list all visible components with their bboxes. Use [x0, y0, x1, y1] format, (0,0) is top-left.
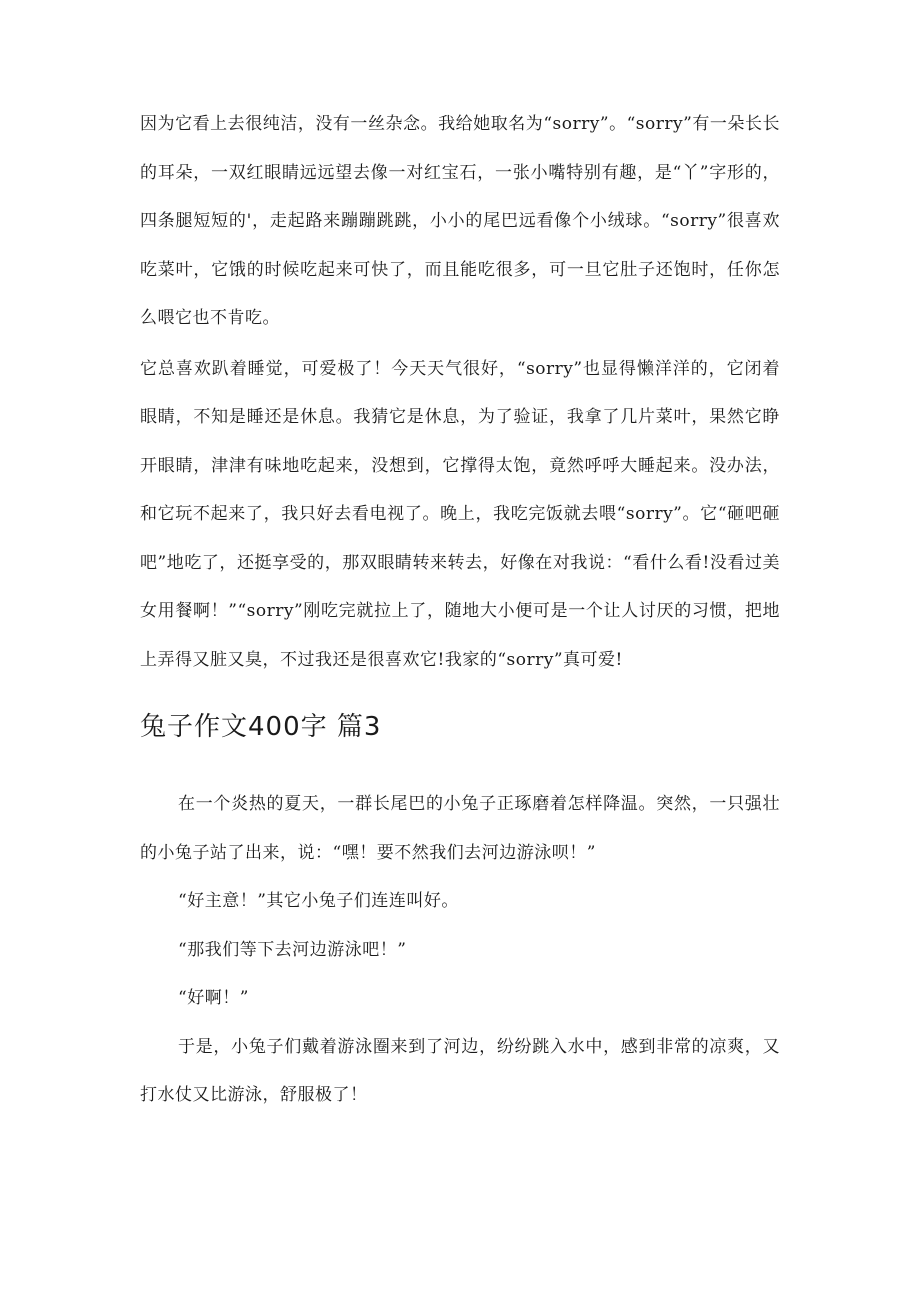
- paragraph-rabbit-sleeping: 它总喜欢趴着睡觉，可爱极了！今天天气很好，“sorry”也显得懒洋洋的，它闭着眼睛，不知是睡还是休息。我猜它是休息，为了验证，我拿了几片菜叶，果然它睁开眼睛，津津有味地吃起来，没想到，它撑得太饱，竟然呼呼大睡起来。没办法，和它玩不起来了，我只好去看电视了。晚上，我吃完饭就去喂“sorry”。它“砸吧砸吧”地吃了，还挺享受的，那双眼睛转来转去，好像在对我说：“看什么看!没看过美女用餐啊！”“sorry”刚吃完就拉上了，随地大小便可是一个让人讨厌的习惯，把地上弄得又脏又臭，不过我还是很喜欢它!我家的“sorry”真可爱!: [140, 358, 780, 670]
- section-heading: 兔子作文400字 篇3: [140, 712, 382, 742]
- document-page: [140, 100, 780, 1120]
- paragraph-lets-swim: “那我们等下去河边游泳吧！”: [178, 939, 407, 960]
- paragraph-good-idea: “好主意！”其它小兔子们连连叫好。: [178, 891, 459, 911]
- paragraph-ok: “好啊！”: [178, 988, 249, 1008]
- paragraph-rabbit-description: 因为它看上去很纯洁，没有一丝杂念。我给她取名为“sorry”。“sorry”有一朵长长的耳朵，一双红眼睛远远望去像一对红宝石，一张小嘴特别有趣，是“丫”字形的，四条腿短短的'，走起路来蹦蹦跳跳，小小的尾巴远看像个小绒球。“sorry”很喜欢吃菜叶，它饿的时候吃起来可快了，而且能吃很多，可一旦它肚子还饱时，任你怎么喂它也不肯吃。: [140, 114, 780, 328]
- paragraph-river-fun: 于是，小兔子们戴着游泳圈来到了河边，纷纷跳入水中，感到非常的凉爽，又打水仗又比游泳，舒服极了！: [140, 1036, 780, 1105]
- paragraph-hot-summer: 在一个炎热的夏天，一群长尾巴的小兔子正琢磨着怎样降温。突然，一只强壮的小兔子站了出来，说：“嘿！要不然我们去河边游泳呗！”: [140, 794, 780, 863]
